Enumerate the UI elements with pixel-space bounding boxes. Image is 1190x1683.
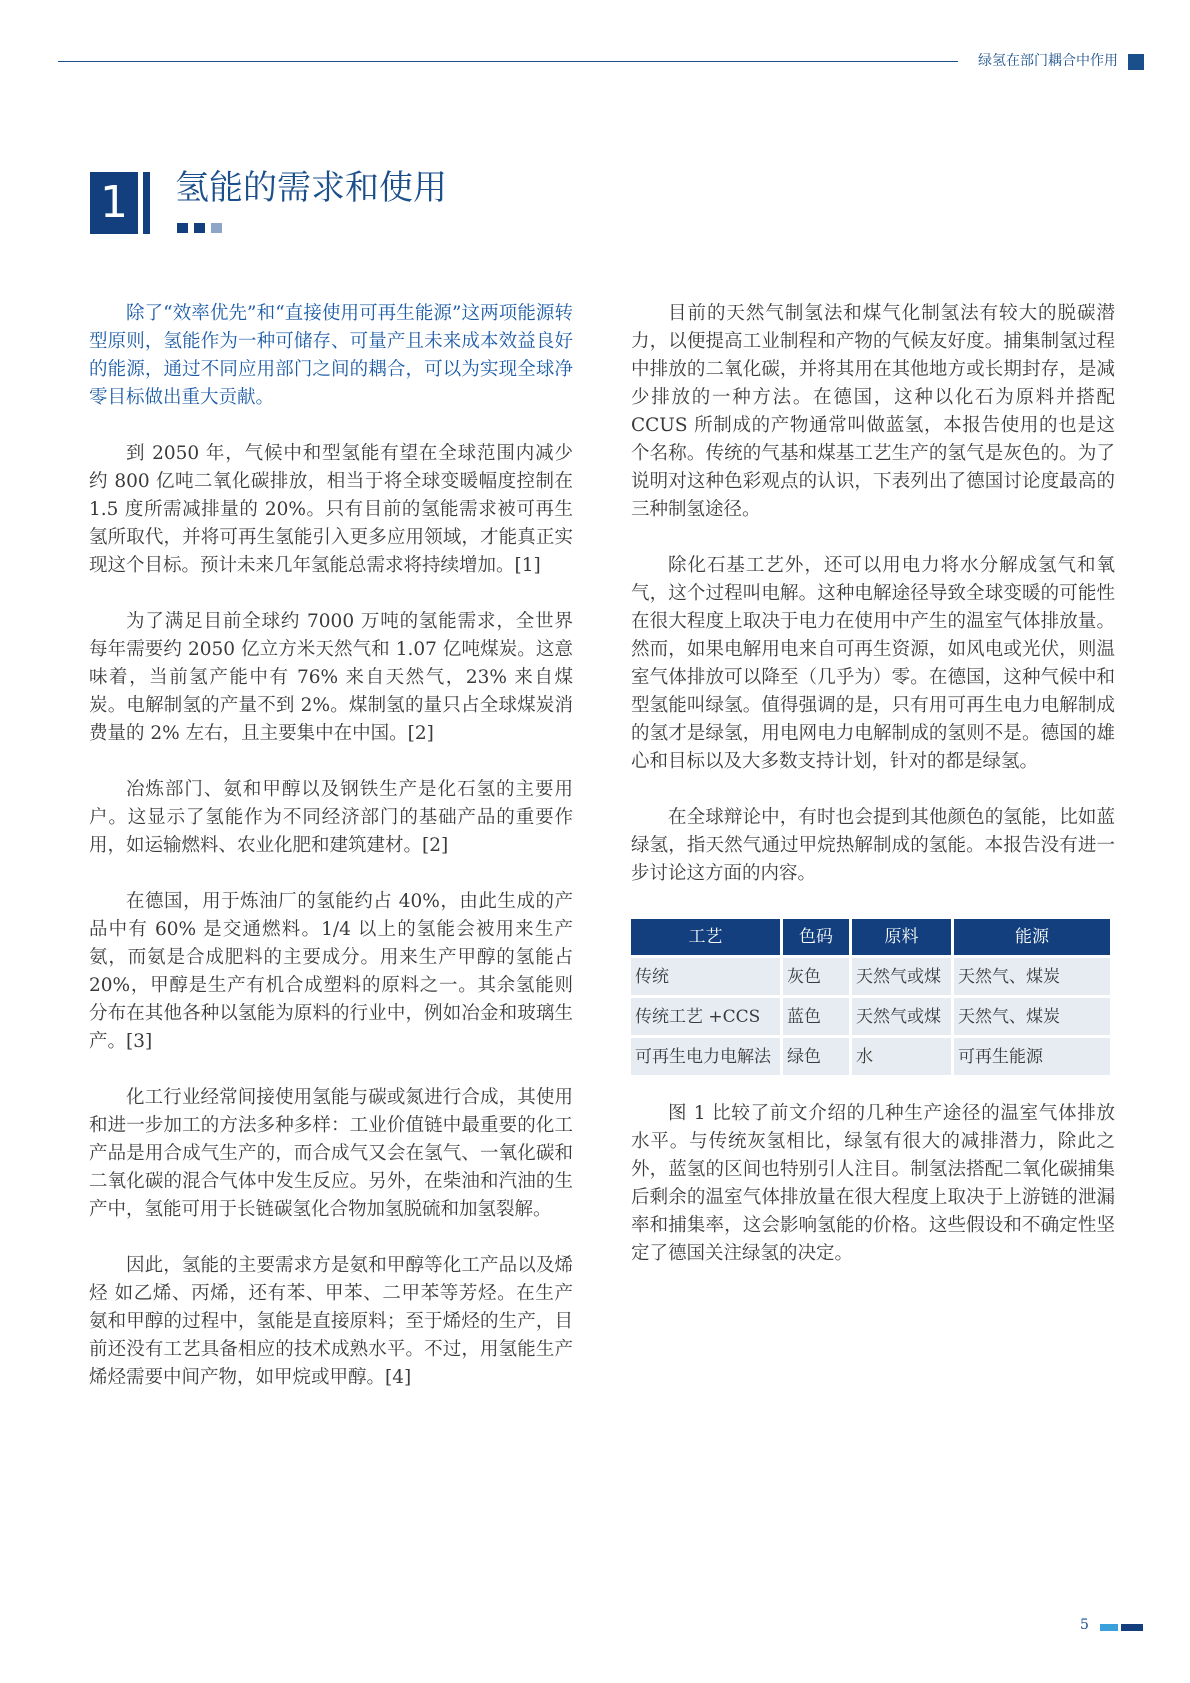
table-row — [631, 1038, 1110, 1075]
right-paragraph-3: 在全球辩论中，有时也会提到其他颜色的氢能，比如蓝绿氢，指天然气通过甲烷热解制成的氢能。本报告没有进一步讨论这方面的内容。 — [631, 807, 1115, 884]
chapter-dot-1 — [177, 223, 188, 233]
left-paragraph-1: 除了“效率优先”和“直接使用可再生能源”这两项能源转型原则，氢能作为一种可储存、可量产且未来成本效益良好的能源，通过不同应用部门之间的耦合，可以为实现全球净零目标做出重大贡献。 — [89, 303, 573, 408]
left-paragraph-6: 化工行业经常间接使用氢能与碳或氮进行合成，其使用和进一步加工的方法多种多样：工业价值链中最重要的化工产品是用合成气生产的，而合成气又会在氢气、一氧化碳和二氧化碳的混合气体中发生反应。另外，在柴油和汽油的生产中，氢能可用于长链碳氢化合物加氢脱硫和加氢裂解。 — [89, 1087, 573, 1220]
table-cell: 可再生电力电解法 — [631, 1038, 780, 1075]
table-row — [631, 998, 1110, 1035]
table-cell: 天然气、煤炭 — [954, 998, 1110, 1035]
footer-bar-light — [1100, 1624, 1118, 1631]
left-column — [89, 300, 573, 1420]
chapter-number-box: 1 — [90, 172, 138, 234]
table-cell: 绿色 — [783, 1038, 849, 1075]
table-cell: 天然气或煤 — [852, 958, 951, 995]
table-header-cell: 能源 — [954, 919, 1110, 955]
table-cell: 蓝色 — [783, 998, 849, 1035]
table-header-cell: 色码 — [783, 919, 849, 955]
table-header-cell: 原料 — [852, 919, 951, 955]
table-row — [631, 958, 1110, 995]
chapter-dot-2 — [194, 223, 205, 233]
left-paragraph-5: 在德国，用于炼油厂的氢能约占 40%，由此生成的产品中有 60% 是交通燃料。1/4 以上的氢能会被用来生产氨，而氨是合成肥料的主要成分。用来生产甲醇的氢能占 20%，甲醇是生产有机合成塑料的原料之一。其余氢能则分布在其他各种以氢能为原料的行业中，例如冶金和玻璃生产。[3] — [89, 891, 573, 1052]
right-paragraph-4: 图 1 比较了前文介绍的几种生产途径的温室气体排放水平。与传统灰氢相比，绿氢有很大的减排潜力，除此之外，蓝氢的区间也特别引人注目。制氢法搭配二氧化碳捕集后剩余的温室气体排放量在很大程度上取决于上游链的泄漏率和捕集率，这会影响氢能的价格。这些假设和不确定性坚定了德国关注绿氢的决定。 — [631, 1103, 1115, 1264]
header-square — [1128, 54, 1144, 70]
table-cell: 水 — [852, 1038, 951, 1075]
header-rule — [58, 61, 958, 62]
table-cell: 可再生能源 — [954, 1038, 1110, 1075]
chapter-dot-3 — [211, 223, 222, 233]
table-cell: 传统工艺 +CCS — [631, 998, 780, 1035]
page-number: 5 — [1080, 1617, 1089, 1633]
footer-bar-dark — [1121, 1624, 1143, 1631]
left-paragraph-7: 因此，氢能的主要需求方是氨和甲醇等化工产品以及烯烃 如乙烯、丙烯，还有苯、甲苯、二甲苯等芳烃。在生产氨和甲醇的过程中，氢能是直接原料；至于烯烃的生产，目前还没有工艺具备相应的技术成熟水平。不过，用氢能生产烯烃需要中间产物，如甲烷或甲醇。[4] — [89, 1255, 573, 1388]
table-header-cell: 工艺 — [631, 919, 780, 955]
chapter-accent-bar — [143, 172, 150, 234]
right-column — [631, 300, 1115, 1296]
table-cell: 灰色 — [783, 958, 849, 995]
table-cell: 传统 — [631, 958, 780, 995]
right-paragraph-2: 除化石基工艺外，还可以用电力将水分解成氢气和氧气，这个过程叫电解。这种电解途径导致全球变暖的可能性在很大程度上取决于电力在使用中产生的温室气体排放量。然而，如果电解用电来自可再生资源，如风电或光伏，则温室气体排放可以降至（几乎为）零。在德国，这种气候中和型氢能叫绿氢。值得强调的是，只有用可再生电力电解制成的氢才是绿氢，用电网电力电解制成的氢则不是。德国的雄心和目标以及大多数支持计划，针对的都是绿氢。 — [631, 555, 1115, 772]
left-paragraph-2: 到 2050 年，气候中和型氢能有望在全球范围内减少约 800 亿吨二氧化碳排放，相当于将全球变暖幅度控制在 1.5 度所需减排量的 20%。只有目前的氢能需求被可再生氢所取代，并将可再生氢能引入更多应用领域，才能真正实现这个目标。预计未来几年氢能总需求将持续增加。[1] — [89, 443, 573, 576]
table-header-row — [631, 919, 1110, 955]
table-cell: 天然气、煤炭 — [954, 958, 1110, 995]
right-paragraph-1: 目前的天然气制氢法和煤气化制氢法有较大的脱碳潜力，以便提高工业制程和产物的气候友好度。捕集制氢过程中排放的二氧化碳，并将其用在其他地方或长期封存，是减少排放的一种方法。在德国，这种以化石为原料并搭配 CCUS 所制成的产物通常叫做蓝氢，本报告使用的也是这个名称。传统的气基和煤基工艺生产的氢气是灰色的。为了说明对这种色彩观点的认识，下表列出了德国讨论度最高的三种制氢途径。 — [631, 303, 1115, 520]
chapter-title: 氢能的需求和使用 — [175, 168, 447, 208]
left-paragraph-4: 冶炼部门、氨和甲醇以及钢铁生产是化石氢的主要用户。这显示了氢能作为不同经济部门的基础产品的重要作用，如运输燃料、农业化肥和建筑建材。[2] — [89, 779, 573, 856]
left-paragraph-3: 为了满足目前全球约 7000 万吨的氢能需求，全世界每年需要约 2050 亿立方米天然气和 1.07 亿吨煤炭。这意味着，当前氢产能中有 76% 来自天然气，23% 来自煤炭。电解制氢的产量不到 2%。煤制氢的量只占全球煤炭消费量的 2% 左右，且主要集中在中国。[2] — [89, 611, 573, 744]
hydrogen-pathways-table — [628, 916, 1113, 1078]
table-cell: 天然气或煤 — [852, 998, 951, 1035]
header-title: 绿氢在部门耦合中作用 — [978, 53, 1118, 69]
